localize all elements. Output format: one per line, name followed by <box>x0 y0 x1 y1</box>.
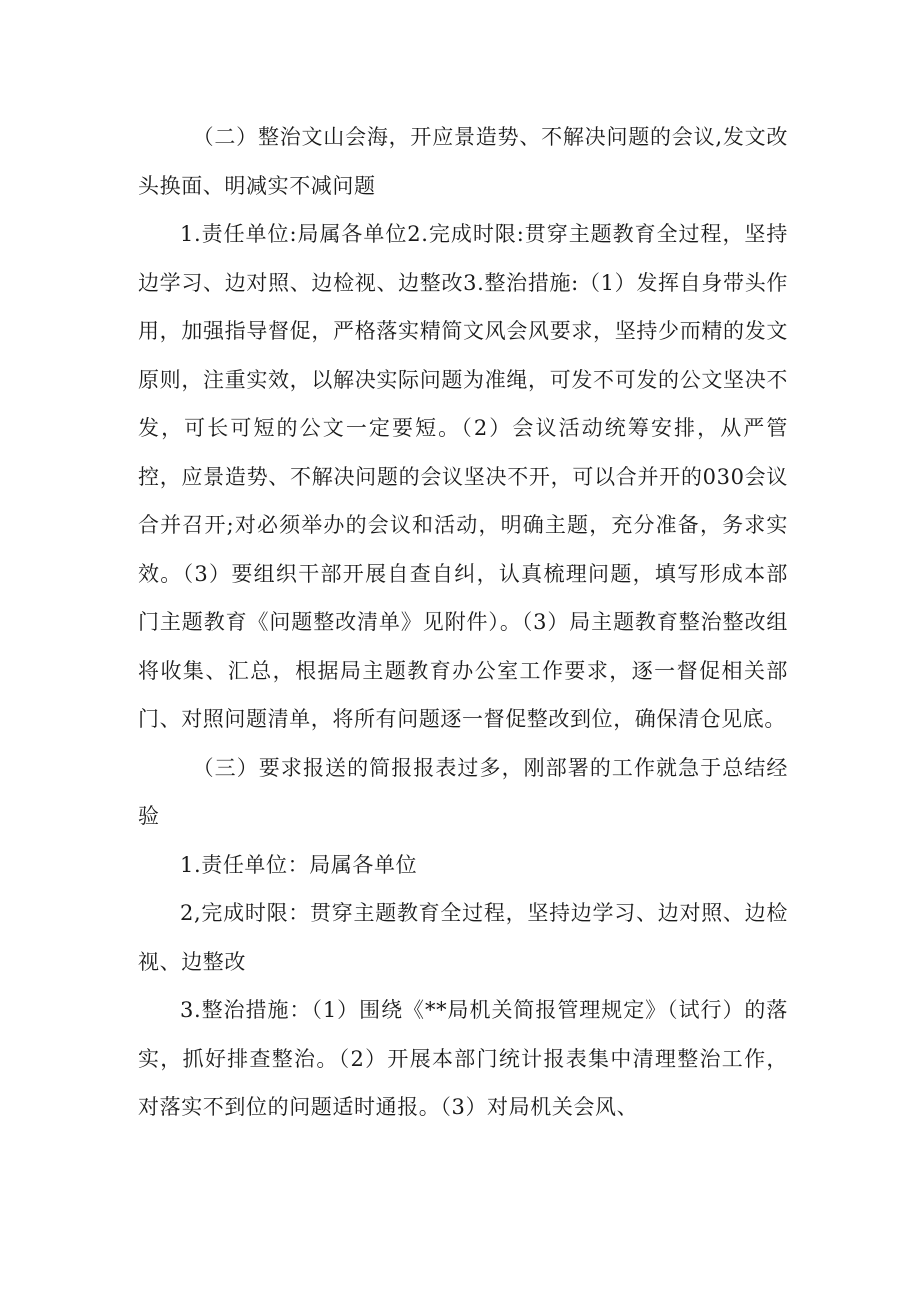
responsible-unit: 1.责任单位：局属各单位 <box>180 852 418 877</box>
document-body <box>138 113 788 1132</box>
section-heading-2: （二）整治文山会海，开应景造势、不解决问题的会议,发文改头换面、明减实不减问题 <box>138 125 788 198</box>
completion-deadline: 2,完成时限：贯穿主题教育全过程，坚持边学习、边对照、边检视、边整改 <box>138 901 788 974</box>
rectification-measures: 3.整治措施：（1）围绕《**局机关简报管理规定》（试行）的落实，抓好排查整治。（2）开展本部门统计报表集中清理整治工作，对落实不到位的问题适时通报。（3）对局机关会风、 <box>138 998 788 1119</box>
section-2-body: 1.责任单位:局属各单位2.完成时限:贯穿主题教育全过程，坚持边学习、边对照、边检视、边整改3.整治措施:（1）发挥自身带头作用，加强指导督促，严格落实精简文风会风要求，坚持少而精的发文原则，注重实效，以解决实际问题为准绳，可发不可发的公文坚决不发，可长可短的公文一定要短。（2）会议活动统筹安排，从严管控，应景造势、不解决问题的会议坚决不开，可以合并开的030会议合并召开;对必须举办的会议和活动，明确主题，充分准备，务求实效。（3）要组织干部开展自查自纠，认真梳理问题，填写形成本部门主题教育《问题整改清单》见附件）。（3）局主题教育整治整改组将收集、汇总，根据局主题教育办公室工作要求，逐一督促相关部门、对照问题清单，将所有问题逐一督促整改到位，确保清仓见底。 <box>138 222 788 731</box>
section-heading-3: （三）要求报送的简报报表过多，刚部署的工作就急于总结经验 <box>138 755 788 828</box>
